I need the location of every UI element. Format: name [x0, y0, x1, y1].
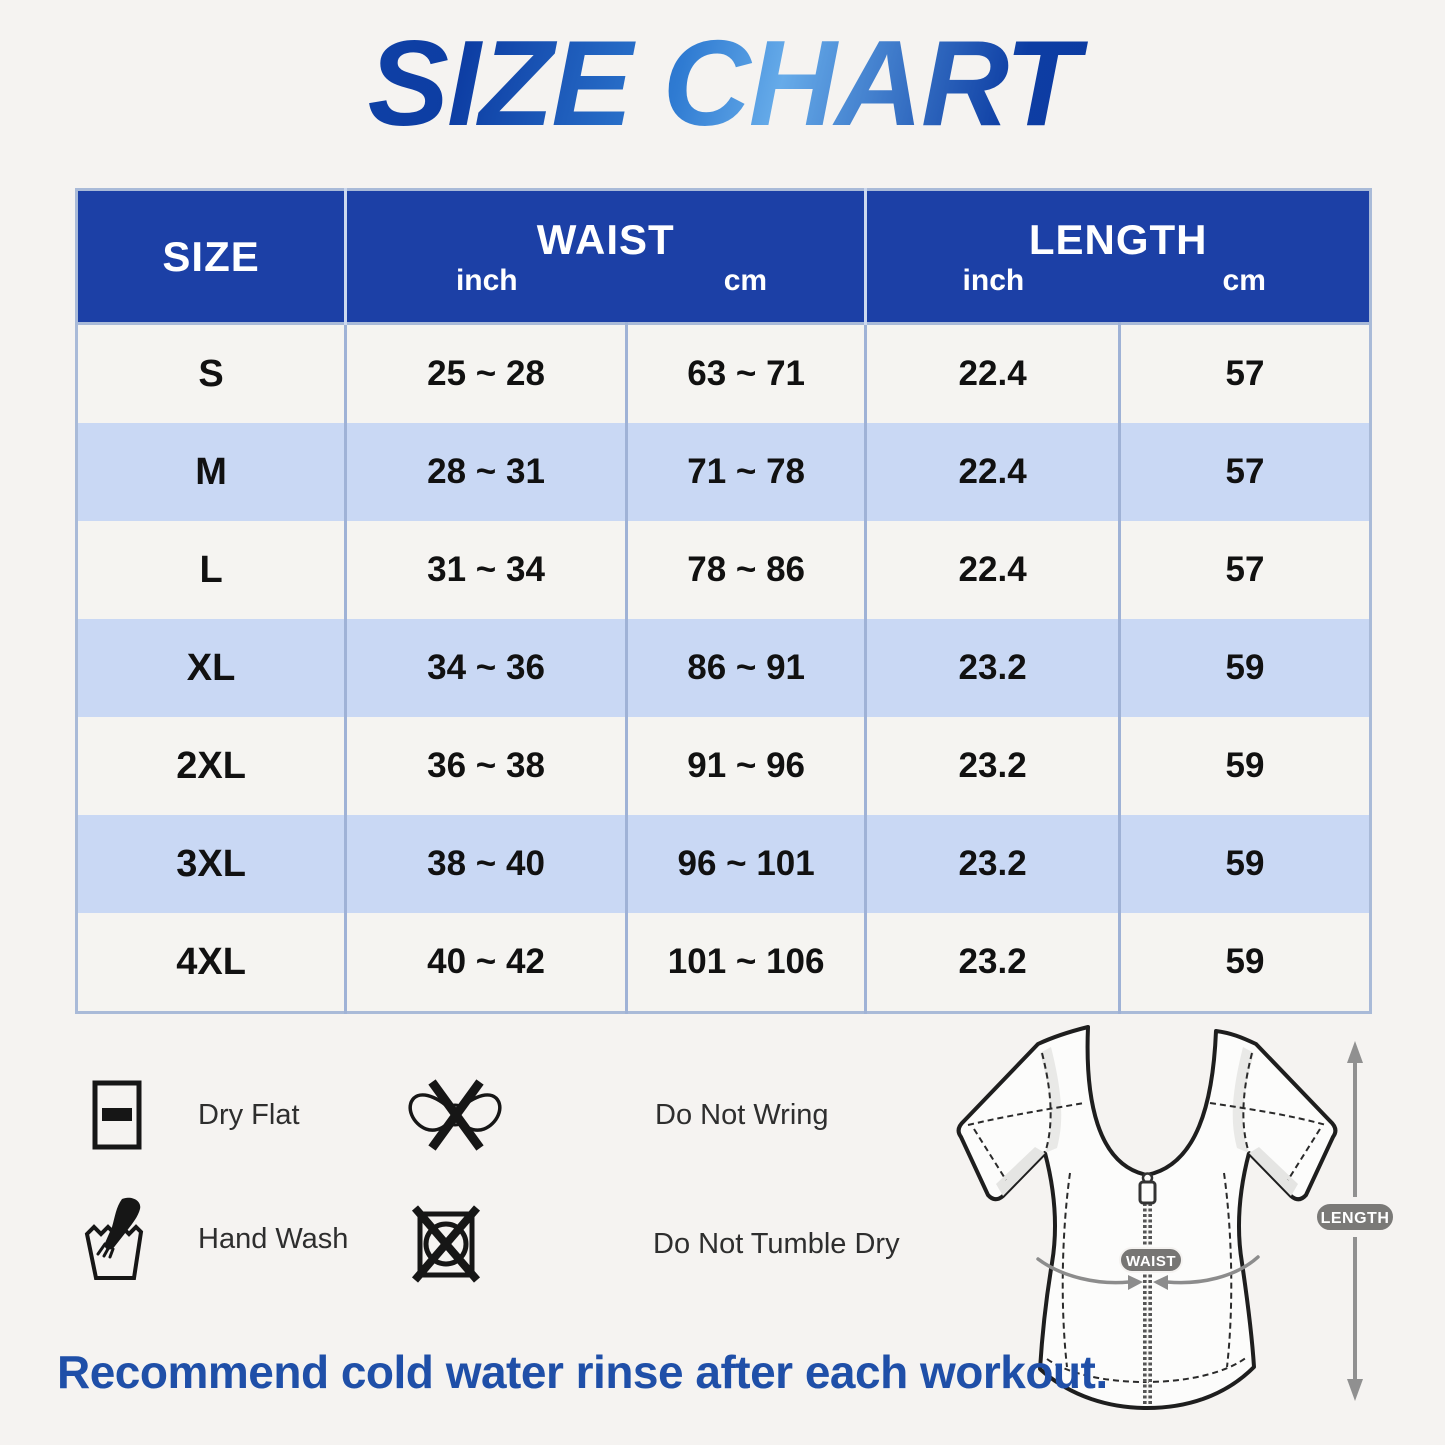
cell-size: 4XL — [77, 913, 346, 1013]
cell-size: S — [77, 324, 346, 424]
unit-header-waist-cm: cm — [626, 264, 865, 324]
cell-length-inch: 22.4 — [866, 324, 1120, 424]
care-label: Do Not Wring — [655, 1098, 829, 1131]
cell-waist-cm: 86 ~ 91 — [626, 619, 865, 717]
cell-waist-inch: 36 ~ 38 — [346, 717, 627, 815]
table-row — [77, 913, 1371, 1013]
cell-size: XL — [77, 619, 346, 717]
cell-length-cm: 59 — [1119, 619, 1370, 717]
care-item-do-not-tumble-dry — [411, 1204, 900, 1284]
unit-header-waist-inch: inch — [346, 264, 627, 324]
cell-length-cm: 59 — [1119, 815, 1370, 913]
column-header-size: SIZE — [77, 190, 346, 324]
cell-waist-cm: 78 ~ 86 — [626, 521, 865, 619]
cell-length-inch: 23.2 — [866, 913, 1120, 1013]
size-table-body — [77, 324, 1371, 1013]
table-row — [77, 619, 1371, 717]
page-title: SIZE CHART — [0, 8, 1445, 158]
cell-waist-cm: 63 ~ 71 — [626, 324, 865, 424]
waist-label: WAIST — [1126, 1253, 1176, 1270]
cell-length-inch: 22.4 — [866, 423, 1120, 521]
dry-flat-icon — [92, 1080, 142, 1150]
cell-waist-cm: 91 ~ 96 — [626, 717, 865, 815]
cell-waist-cm: 96 ~ 101 — [626, 815, 865, 913]
cell-waist-inch: 34 ~ 36 — [346, 619, 627, 717]
do-not-tumble-dry-icon — [411, 1204, 481, 1284]
table-row — [77, 717, 1371, 815]
column-header-length: LENGTH — [866, 190, 1371, 264]
care-label: Dry Flat — [198, 1098, 300, 1131]
cell-length-cm: 57 — [1119, 521, 1370, 619]
cell-size: 2XL — [77, 717, 346, 815]
cell-length-cm: 57 — [1119, 324, 1370, 424]
cell-waist-inch: 25 ~ 28 — [346, 324, 627, 424]
size-table-container — [75, 188, 1372, 999]
cell-size: M — [77, 423, 346, 521]
length-arrowhead-top — [1347, 1041, 1363, 1063]
size-table — [75, 188, 1372, 1014]
cell-length-inch: 22.4 — [866, 521, 1120, 619]
cell-size: 3XL — [77, 815, 346, 913]
unit-header-length-inch: inch — [866, 264, 1120, 324]
cell-length-inch: 23.2 — [866, 717, 1120, 815]
cell-length-cm: 57 — [1119, 423, 1370, 521]
footer-note: Recommend cold water rinse after each workout. — [57, 1346, 1108, 1398]
size-table-header — [77, 190, 1371, 324]
zipper-slider — [1140, 1182, 1155, 1203]
cell-waist-cm: 101 ~ 106 — [626, 913, 865, 1013]
care-item-do-not-wring — [403, 1078, 829, 1152]
cell-length-cm: 59 — [1119, 913, 1370, 1013]
care-item-dry-flat — [92, 1080, 300, 1150]
cell-length-inch: 23.2 — [866, 619, 1120, 717]
table-row — [77, 815, 1371, 913]
care-label: Do Not Tumble Dry — [653, 1227, 900, 1260]
length-label: LENGTH — [1320, 1210, 1390, 1227]
column-header-waist: WAIST — [346, 190, 866, 264]
do-not-wring-icon — [403, 1078, 507, 1152]
care-label: Hand Wash — [198, 1222, 349, 1255]
cell-length-cm: 59 — [1119, 717, 1370, 815]
cell-size: L — [77, 521, 346, 619]
table-row — [77, 324, 1371, 424]
cell-waist-cm: 71 ~ 78 — [626, 423, 865, 521]
table-row — [77, 423, 1371, 521]
table-row — [77, 521, 1371, 619]
care-item-hand-wash — [84, 1196, 348, 1282]
unit-header-length-cm: cm — [1119, 264, 1370, 324]
cell-length-inch: 23.2 — [866, 815, 1120, 913]
cell-waist-inch: 38 ~ 40 — [346, 815, 627, 913]
hand-wash-icon — [84, 1196, 146, 1282]
cell-waist-inch: 28 ~ 31 — [346, 423, 627, 521]
cell-waist-inch: 31 ~ 34 — [346, 521, 627, 619]
cell-waist-inch: 40 ~ 42 — [346, 913, 627, 1013]
